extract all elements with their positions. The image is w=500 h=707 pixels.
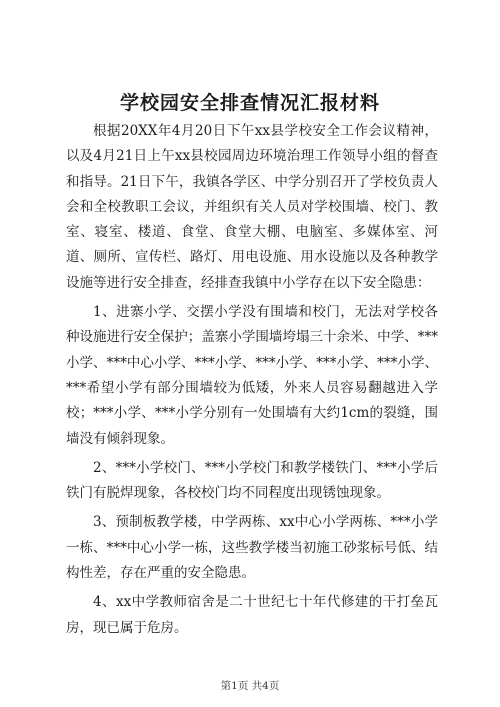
paragraph-item-2: 2、***小学校门、***小学校门和教学楼铁门、***小学后铁门有脱焊现象，各校校门均不同程度出现锈蚀现象。 [66, 459, 438, 502]
paragraph-item-4: 4、xx中学教师宿舍是二十世纪七十年代修建的干打垒瓦房，现已属于危房。 [66, 594, 438, 636]
document-body [66, 119, 438, 645]
paragraph-item-1: 1、进寨小学、交摆小学没有围墙和校门，无法对学校各种设施进行安全保护；盖寨小学围墙垮塌三十余米、中学、***小学、***中心小学、***小学、***小学、***小学、***小学、***希望小学有部分围墙较为低矮，外来人员容易翻越进入学校；***小学、***小学分别有一处围墙有大约1cm的裂缝，围墙没有倾斜现象。 [66, 304, 438, 447]
page-footer: 第1页 共4页 [220, 680, 280, 692]
paragraph-item-3: 3、预制板教学楼，中学两栋、xx中心小学两栋、***小学一栋、***中心小学一栋，这些教学楼当初施工砂浆标号低、结构性差，存在严重的安全隐患。 [66, 514, 438, 582]
document-title: 学校园安全排查情况汇报材料 [119, 92, 380, 114]
paragraph-intro: 根据20XX年4月20日下午xx县学校安全工作会议精神，以及4月21日上午xx县校园周边环境治理工作领导小组的督查和指导。21日下午，我镇各学区、中学分别召开了学校负责人会和全校教职工会议，并组织有关人员对学校围墙、校门、教室、寝室、楼道、食堂、食堂大棚、电脑室、多媒体室、河道、厕所、宣传栏、路灯、用电设施、用水设施以及各种教学设施等进行安全排查，经排查我镇中小学存在以下安全隐患： [66, 123, 438, 291]
